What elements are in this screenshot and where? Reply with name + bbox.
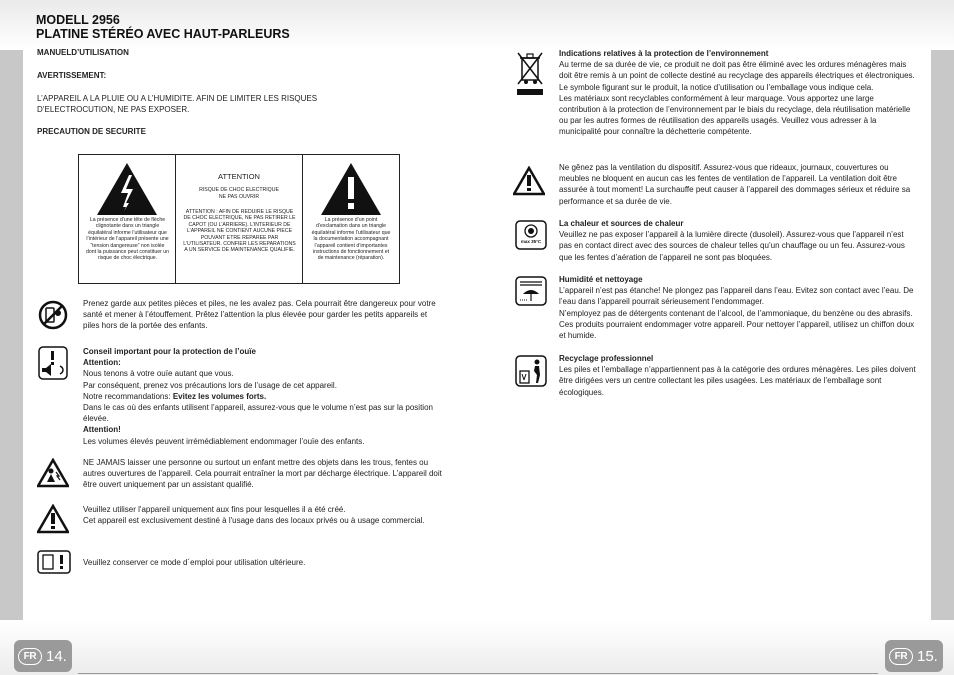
keep-manual-text: Veuillez conserver ce mode d´emploi pour utilisation ultérieure.: [83, 558, 306, 567]
use-text: Veuillez utiliser l'appareil uniquement aux fins pour lesquelles il a été créé. Cet appareil est exclusivement destiné à l'usage dans des locaux privés ou à usage commercial.: [83, 505, 425, 526]
max-temperature-icon: [515, 220, 547, 250]
left-gutter: [0, 50, 23, 620]
children-text: NE JAMAIS laisser une personne ou surtout un enfant mettre des objets dans les trous, fentes ou autres ouvertures de l’appareil. Cela pourrait entraîner la mort par décharge électrique. L’appareil doit être ouvert uniquement par un assistant qualifié.: [83, 458, 442, 490]
hearing-section: Conseil important pour la protection de l’ouïe Attention: Nous tenons à votre ouïe autant que vous. Par conséquent, prenez vos précautions lors de l’usage de cet appareil. Notre recommandations: Evitez les volumes forts. Dans le cas où des enfants utilisent l’appareil, assurez-vous que le volume n’est pas sur la position élevée. Attention! Les volumes élevés peuvent irrémédiablement endommager l’ouïe des enfants.: [83, 347, 433, 446]
recycling-icon: [515, 355, 547, 387]
environment-section: Indications relatives à la protection de l’environnement Au terme de sa durée de vie, ce produit ne doit pas être éliminé avec les ordures ménagères mais doit être remis à un point de collecte destiné au recyclage des appareils électriques et électroniques. Le symbole figurant sur le produit, la notice d’utilisation ou l’emballage vous indique cela. Les matériaux sont recyclables conformément à leur marquage. Vous apportez une large contribution à la protection de l’environnement par le biais du recyclage, dela réutilisation matérielle ou par les autres formes de réutilisation des appareils usagés. Veuillez vous adresser à la municipalité pour connaître la déchetterie compétente.: [559, 49, 915, 137]
humidity-icon: [515, 276, 547, 306]
lightning-cell: La présence d’une tête de flèche clignotante dans un triangle équilatéral informe l’utilisateur que l’intérieur de l’appareil présente une “tension dangereuse” non isolée dont la puissance peut constituer un risque de choc électrique.: [79, 155, 176, 283]
warning-heading: AVERTISSEMENT:: [37, 71, 107, 80]
footer-band: [0, 620, 954, 675]
manual-label: MANUELD’UTILISATION: [37, 48, 129, 57]
no-swallow-icon: [38, 298, 68, 332]
right-gutter: [931, 50, 954, 620]
language-badge: FR: [889, 648, 913, 665]
lightning-warning-icon: [95, 161, 159, 217]
hearing-icon: [38, 346, 68, 380]
page-title: MODELL 2956 PLATINE STÉRÉO AVEC HAUT-PARLEURS: [36, 13, 290, 41]
max-temperature-label: max 35°C: [520, 239, 542, 244]
warning-text: L’APPAREIL A LA PLUIE OU A L’HUMIDITE. AFIN DE LIMITER LES RISQUES D’ELECTROCUTION, NE PAS EXPOSER.: [37, 94, 318, 115]
attention-cell: ATTENTION RISQUE DE CHOC ELECTRIQUE NE PAS OUVRIR ATTENTION : AFIN DE REDUIRE LE RISQUE DE CHOC ELECTRIQUE, NE PAS RETIRER LE CAPOT (OU L’ARRIERE). L’INTERIEUR DE L’APPAREIL NE CONTIENT AUCUNE PIECE POUVANT ETRE REPAREE PAR L’UTILISATEUR. CONFIER LES REPARATIONS A UN SERVICE DE MAINTENANCE QUALIFIE.: [176, 155, 303, 283]
child-shock-warning-icon: [37, 458, 69, 488]
footer-rule: [78, 673, 878, 674]
exclamation-warning-icon: [319, 161, 383, 217]
exclamation-cell: La présence d’un point d’exclamation dans un triangle équilatéral informe l’utilisateur que la documentation accompagnant l’appareil contient d’importantes instructions de fonctionnement et de maintenance (réparation).: [303, 155, 399, 283]
safety-warning-box: [78, 154, 400, 284]
small-parts-text: Prenez garde aux petites pièces et piles, ne les avalez pas. Cela pourrait être dangereux pour votre santé et mener à l’étouffement. Prêtez l’attention la plus élevée pour garder les petits appareils et piles hors de la portée des enfants.: [83, 299, 436, 331]
page-number-right: FR 15.: [885, 640, 943, 672]
caution-icon: [37, 504, 69, 534]
weee-bin-icon: [515, 50, 545, 96]
language-badge: FR: [18, 648, 42, 665]
page-number-left: FR 14.: [14, 640, 72, 672]
ventilation-text: Ne gênez pas la ventilation du dispositif. Assurez-vous que rideaux, journaux, couvertures ou meubles ne bloquent en aucun cas les fentes de ventilation de l’appareil. La ventilation doit être assurée à tout moment! La surchauffe peut causer à l’appareil des dommages sérieux et réduire sa performance et sa durée de vie.: [559, 163, 911, 206]
heat-section: La chaleur et sources de chaleur Veuillez ne pas exposer l’appareil à la lumière directe (dusoleil). Assurez-vous que l’appareil n’est pas en contact direct avec des sources de chaleur telles qu’un chauffage ou un feu. Assurez-vous que les fentes d’aération de l’appareil ne sont pas bloquées.: [559, 219, 905, 262]
humidity-section: Humidité et nettoyage L’appareil n’est pas étanche! Ne plongez pas l’appareil dans l’eau. Evitez son contact avec l’eau. De l’eau dans l’appareil pourrait sérieusement l’endommager. N’employez pas de détergents contenant de l’alcool, de l’ammoniaque, du benzène ou des abrasifs. Ces produits pourraient endommager votre appareil. Pour nettoyer l’appareil, utilisez un chiffon doux et humide.: [559, 275, 915, 341]
recycling-section: Recyclage professionnel Les piles et l’emballage n’appartiennent pas à la catégorie des ordures ménagères. Les piles doivent être dirigées vers un centre collectant les piles usagées. Les matériaux de l’emballage sont écologiques.: [559, 354, 916, 397]
manual-book-icon: [37, 550, 71, 574]
precaution-heading: PRECAUTION DE SECURITE: [37, 127, 146, 136]
ventilation-warning-icon: [513, 166, 545, 196]
